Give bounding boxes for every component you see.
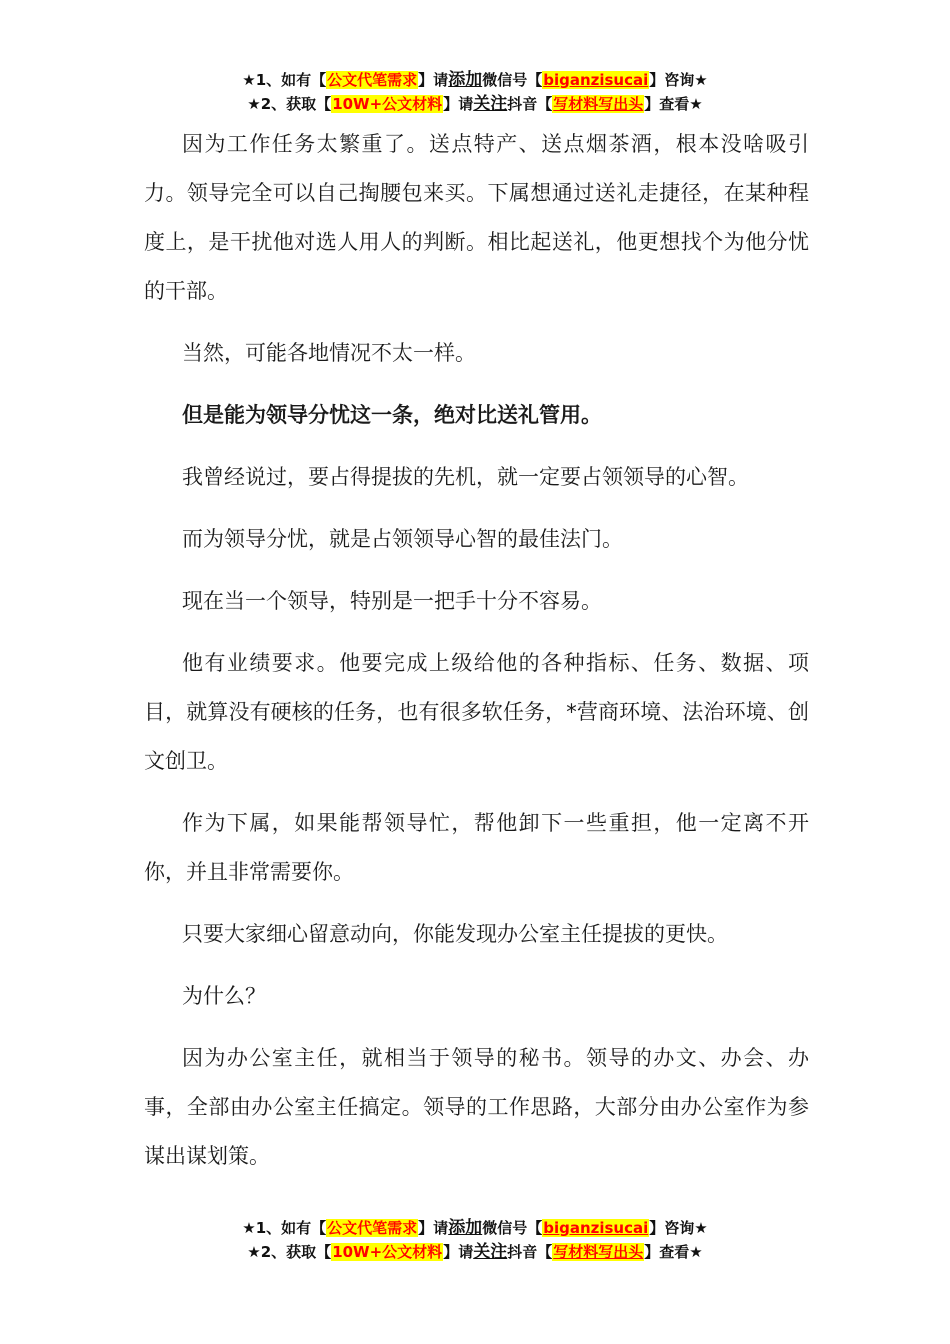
wechat-id-highlight: biganzisucai: [543, 1219, 649, 1237]
douyin-id-highlight: 写材料写出头: [553, 95, 644, 113]
paragraph: 我曾经说过，要占得提拔的先机，就一定要占领领导的心智。: [182, 465, 749, 489]
promo-text: ★1、如有【: [242, 71, 327, 89]
promo-text: ★2、获取【: [247, 95, 332, 113]
promo-text: 微信号【: [482, 1219, 543, 1237]
promo-emphasis: 关注: [473, 1242, 508, 1262]
promo-highlight: 公文代笔需求: [327, 1219, 418, 1237]
promo-text: 】咨询★: [649, 1219, 708, 1237]
promo-highlight: 10W+公文材料: [332, 95, 443, 113]
footer-promo-banner: [0, 1216, 950, 1264]
promo-emphasis: 添加: [448, 70, 483, 90]
wechat-id-highlight: biganzisucai: [543, 71, 649, 89]
promo-emphasis: 添加: [448, 1218, 483, 1238]
douyin-id-highlight: 写材料写出头: [553, 1243, 644, 1261]
promo-text: 】请: [418, 1219, 449, 1237]
promo-text: 微信号【: [482, 71, 543, 89]
promo-text: 抖音【: [507, 1243, 553, 1261]
promo-text: 】请: [443, 1243, 474, 1261]
promo-text: 】查看★: [644, 95, 703, 113]
paragraph-bold: 但是能为领导分忧这一条，绝对比送礼管用。: [182, 403, 602, 427]
paragraph: 现在当一个领导，特别是一把手十分不容易。: [182, 589, 602, 613]
promo-text: 】查看★: [644, 1243, 703, 1261]
paragraph: 只要大家细心留意动向，你能发现办公室主任提拔的更快。: [182, 922, 728, 946]
promo-highlight: 公文代笔需求: [327, 71, 418, 89]
document-body: [144, 120, 809, 1194]
promo-emphasis: 关注: [473, 94, 508, 114]
paragraph: 因为工作任务太繁重了。送点特产、送点烟茶酒，根本没啥吸引力。领导完全可以自己掏腰包来买。下属想通过送礼走捷径，在某种程度上，是干扰他对选人用人的判断。相比起送礼，他更想找个为他分忧的干部。: [144, 132, 809, 303]
header-promo-banner: [0, 68, 950, 116]
promo-line-2: [0, 1240, 950, 1264]
paragraph: 因为办公室主任，就相当于领导的秘书。领导的办文、办会、办事，全部由办公室主任搞定。领导的工作思路，大部分由办公室作为参谋出谋划策。: [144, 1046, 809, 1168]
paragraph: 当然，可能各地情况不太一样。: [182, 341, 476, 365]
paragraph: 作为下属，如果能帮领导忙，帮他卸下一些重担，他一定离不开你，并且非常需要你。: [144, 811, 809, 884]
paragraph: 他有业绩要求。他要完成上级给他的各种指标、任务、数据、项目，就算没有硬核的任务，也有很多软任务，*营商环境、法治环境、创文创卫。: [144, 651, 809, 773]
promo-text: 】请: [418, 71, 449, 89]
promo-text: ★2、获取【: [247, 1243, 332, 1261]
promo-text: ★1、如有【: [242, 1219, 327, 1237]
promo-text: 】咨询★: [649, 71, 708, 89]
promo-highlight: 10W+公文材料: [332, 1243, 443, 1261]
promo-text: 】请: [443, 95, 474, 113]
promo-line-1: [0, 1216, 950, 1240]
promo-line-2: [0, 92, 950, 116]
promo-line-1: [0, 68, 950, 92]
paragraph: 而为领导分忧，就是占领领导心智的最佳法门。: [182, 527, 623, 551]
paragraph: 为什么？: [182, 984, 266, 1008]
promo-text: 抖音【: [507, 95, 553, 113]
